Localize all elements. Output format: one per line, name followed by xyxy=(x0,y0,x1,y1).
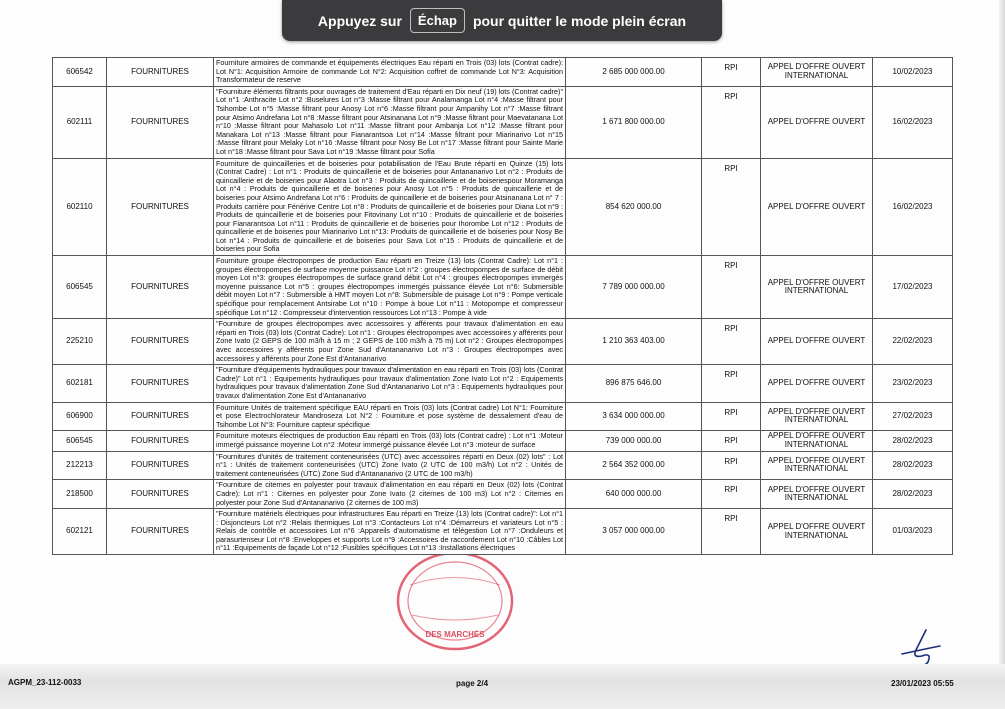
lot-id-cell: 606542 xyxy=(53,58,107,87)
lot-id-cell: 602110 xyxy=(53,158,107,256)
table-row xyxy=(53,509,953,555)
amount-cell: 896 875 646.00 xyxy=(566,365,702,402)
type-cell: FOURNITURES xyxy=(107,480,214,509)
description-cell: "Fournitures d'unités de traitement conteneurisées (UTC) avec accessoires réparti en Deux (02) lots" : Lot n°1 : Unités de traitement conteneurisées (UTC) Zone Ivato (2 UTC de 100 m3/h) Lot n°2 : Unités de traitement conteneurisées (UTC) Zone Sud d'Antananarivo (2 UTC de 100 m3/h) xyxy=(214,451,566,480)
amount-cell: 739 000 000.00 xyxy=(566,431,702,451)
date-cell: 10/02/2023 xyxy=(873,58,953,87)
date-cell: 28/02/2023 xyxy=(873,451,953,480)
date-cell: 22/02/2023 xyxy=(873,319,953,365)
type-cell: FOURNITURES xyxy=(107,431,214,451)
table-row xyxy=(53,58,953,87)
table-row xyxy=(53,402,953,431)
procedure-cell: APPEL D'OFFRE OUVERT xyxy=(761,158,873,256)
funding-mode-cell: RPI xyxy=(702,509,761,555)
procurement-table-body xyxy=(53,58,953,555)
footer-page-number: page 2/4 xyxy=(456,679,489,688)
lot-id-cell: 602111 xyxy=(53,86,107,158)
description-cell: Fourniture moteurs électriques de production Eau réparti en Trois (03) lots (Contrat cadre) : Lot n°1 :Moteur immergé puissance moyenne Lot n°2 :Moteur immergé puissance élevée Lot n°3 :moteur de surface xyxy=(214,431,566,451)
type-cell: FOURNITURES xyxy=(107,451,214,480)
funding-mode-cell: RPI xyxy=(702,319,761,365)
footer-reference: AGPM_23-112-0033 xyxy=(8,678,82,687)
amount-cell: 3 634 000 000.00 xyxy=(566,402,702,431)
table-row xyxy=(53,365,953,402)
description-cell: Fourniture Unités de traitement spécifique EAU réparti en Trois (03) lots (Contrat cadre) Lot N°1: Fourniture et pose Electrochlorateur Mandroseza Lot N°2 : Fourniture et pose système de dessalement d'eau de Tsihombe Lot N°3: Fourniture capteur spécifique xyxy=(214,402,566,431)
table-row xyxy=(53,256,953,319)
table-row xyxy=(53,319,953,365)
stamp-text: DES MARCHÉS xyxy=(425,630,485,639)
procedure-cell: APPEL D'OFFRE OUVERT xyxy=(761,319,873,365)
description-cell: "Fourniture matériels électriques pour infrastructures Eau réparti en Treize (13) lots (Contrat cadre)": Lot n°1 : Disjoncteurs Lot n°2 :Relais thermiques Lot n°3 :Contacteurs Lot n°4 :Démarreurs et variateurs Lot n°5 : Relais de contrôle et accessoires Lot n°6 :Appareils d'automatisme et télégestion Lot n°7 :Onduleurs et parasurtenseur Lot n°8 :Enveloppes et supports Lot n°9 :Accessoires de raccordement Lot n°10 :Câbles Lot n°11 :Equipements de façade Lot n°12 :Fusibles spécifiques Lot n°13 :Installations électriques xyxy=(214,509,566,555)
amount-cell: 1 210 363 403.00 xyxy=(566,319,702,365)
funding-mode-cell: RPI xyxy=(702,86,761,158)
funding-mode-cell: RPI xyxy=(702,451,761,480)
funding-mode-cell: RPI xyxy=(702,256,761,319)
procurement-table xyxy=(52,57,953,555)
footer-band xyxy=(0,664,1005,709)
date-cell: 16/02/2023 xyxy=(873,86,953,158)
description-cell: "Fourniture d'équipements hydrauliques pour travaux d'alimentation en eau réparti en Trois (03) lots (Contrat Cadre)" Lot n°1 : Equipements hydrauliques pour travaux d'alimentation Zone Ivato Lot n°2 : Equipements hydrauliques pour travaux d'alimentation Zone Sud d'Antananarivo Lot n°3 : Equipements hydrauliques pour travaux d'alimentation Zone Est d'Antananarivo xyxy=(214,365,566,402)
lot-id-cell: 606545 xyxy=(53,256,107,319)
funding-mode-cell: RPI xyxy=(702,431,761,451)
funding-mode-cell: RPI xyxy=(702,480,761,509)
date-cell: 28/02/2023 xyxy=(873,431,953,451)
lot-id-cell: 606900 xyxy=(53,402,107,431)
procedure-cell: APPEL D'OFFRE OUVERT xyxy=(761,365,873,402)
description-cell: "Fourniture de citernes en polyester pour travaux d'alimentation en eau réparti en Deux (02) lots (Contrat Cadre): Lot n°1 : Citernes en polyester pour Zone Ivato (2 citernes de 100 m3) Lot n°2 : Citernes en polyester pour Zone Sud d'Antananarivo (2 citernes de 100 m3) xyxy=(214,480,566,509)
procedure-cell: APPEL D'OFFRE OUVERT INTERNATIONAL xyxy=(761,509,873,555)
table-row xyxy=(53,480,953,509)
type-cell: FOURNITURES xyxy=(107,365,214,402)
funding-mode-cell: RPI xyxy=(702,402,761,431)
lot-id-cell: 602181 xyxy=(53,365,107,402)
type-cell: FOURNITURES xyxy=(107,402,214,431)
procedure-cell: APPEL D'OFFRE OUVERT INTERNATIONAL xyxy=(761,402,873,431)
lot-id-cell: 602121 xyxy=(53,509,107,555)
procedure-cell: APPEL D'OFFRE OUVERT INTERNATIONAL xyxy=(761,431,873,451)
procedure-cell: APPEL D'OFFRE OUVERT INTERNATIONAL xyxy=(761,58,873,87)
date-cell: 01/03/2023 xyxy=(873,509,953,555)
page-edge xyxy=(999,0,1005,709)
banner-text-after: pour quitter le mode plein écran xyxy=(472,12,687,29)
amount-cell: 3 057 000 000.00 xyxy=(566,509,702,555)
table-row xyxy=(53,158,953,256)
lot-id-cell: 212213 xyxy=(53,451,107,480)
type-cell: FOURNITURES xyxy=(107,158,214,256)
amount-cell: 854 620 000.00 xyxy=(566,158,702,256)
lot-id-cell: 606545 xyxy=(53,431,107,451)
funding-mode-cell: RPI xyxy=(702,158,761,256)
description-cell: Fourniture de quincailleries et de boiseries pour potabilisation de l'Eau Brute réparti en Quinze (15) lots (Contrat Cadre) : Lot n°1 : Produits de quincaillerie et de boiseries pour Antananarivo Lot n°2 : Produits de quincaillerie et de boiseries pour Alaotra Lot n°3 : Produits de quincaillerie et de boiseriespour Moramanga Lot n°4 : Produits de quincaillerie et de boiseries pour Anosy Lot n°5 : Produits de quincaillerie et de boiseries pour Atsimo Andrefana Lot n°6 : Produits de quincaillerie et de boiseries pour Atsinanana Lot n° 7 : Produits carrière pour Fénérive Centre Lot n°8 : Produits de quincaillerie et de boiseries pour Diana Lot n°9 : Produits de quincaillerie et de boiseries pour Fitovinany Lot n°10 : Produits de quincaillerie et de boiseries pour Fianarantsoa Lot n°11 : Produits de quincaillerie et de boiseries pour Ihorombe Lot n°12 : Produits de quincaillerie et de boiseries pour Miarinarivo Lot n°13: Produits de quincaillerie et de boiseries pour Nosy Be Lot n°14 : Produits de quincaillerie et de boiseries pour Sava Lot n°15 : Produits de quincaillerie et de boiseries pour Sofia xyxy=(214,158,566,256)
escape-key-badge[interactable]: Échap xyxy=(410,8,465,33)
funding-mode-cell: RPI xyxy=(702,58,761,87)
table-row xyxy=(53,431,953,451)
description-cell: Fourniture armoires de commande et équipements électriques Eau réparti en Trois (03) lots (Contrat cadre): Lot N°1: Acquisition Armoire de commande Lot N°2: Acquisition coffret de commande Lot N°3: Acquisition Transformateur de reserve xyxy=(214,58,566,87)
table-row xyxy=(53,451,953,480)
procedure-cell: APPEL D'OFFRE OUVERT xyxy=(761,86,873,158)
procedure-cell: APPEL D'OFFRE OUVERT INTERNATIONAL xyxy=(761,451,873,480)
procedure-cell: APPEL D'OFFRE OUVERT INTERNATIONAL xyxy=(761,256,873,319)
amount-cell: 2 564 352 000.00 xyxy=(566,451,702,480)
date-cell: 28/02/2023 xyxy=(873,480,953,509)
procedure-cell: APPEL D'OFFRE OUVERT INTERNATIONAL xyxy=(761,480,873,509)
type-cell: FOURNITURES xyxy=(107,256,214,319)
date-cell: 27/02/2023 xyxy=(873,402,953,431)
amount-cell: 7 789 000 000.00 xyxy=(566,256,702,319)
type-cell: FOURNITURES xyxy=(107,58,214,87)
banner-text-before: Appuyez sur xyxy=(317,12,402,29)
description-cell: "Fourniture de groupes électropompes avec accessoires y afférents pour travaux d'alimentation en eau réparti en Trois (03) lots (Contrat Cadre): Lot n°1 : Groupes électropompes avec accessoires y afférents pour Zone Ivato (2 GEPS de 100 m3/h à 15 m ; 2 GEPS de 100 m3/h à 75 m) Lot n°2 : Groupes électropompes avec accessoires y afférents pour Zone Sud d'Antananarivo Lot n°3 : Groupes électropompes avec accessoires y afférents pour Zone Est d'Antananarivo xyxy=(214,319,566,365)
footer-timestamp: 23/01/2023 05:55 xyxy=(891,679,954,688)
type-cell: FOURNITURES xyxy=(107,86,214,158)
amount-cell: 1 671 800 000.00 xyxy=(566,86,702,158)
type-cell: FOURNITURES xyxy=(107,319,214,365)
type-cell: FOURNITURES xyxy=(107,509,214,555)
description-cell: "Fourniture éléments filtrants pour ouvrages de traitement d'Eau réparti en Dix neuf (19) lots (Contrat cadre)" Lot n°1 :Anthracite Lot n°2 :Buselures Lot n°3 :Masse filtrant pour Analamanga Lot n°4 :Masse filtrant pour Tsihombe Lot n°5 :Masse filtrant pour Anosy Lot n°6 :Masse filtrant pour Ampanihy Lot n°7 :Masse filtrant pour Atsimo Andrefana Lot n°8 :Masse filtrant pour Atsinanana Lot n°9 :Masse filtrant pour Maevatanana Lot n°10 :Masse filtrant pour Mahasolo Lot n°11 :Masse filtrant pour Ambanja Lot n°12 :Masse filtrant pour Manakara Lot n°13 :Masse filtrant pour Fianarantsoa Lot n°14 :Masse filtrant pour Miarinarivo Lot n°15 :Masse filtrant pour Melaky Lot n°16 :Masse filtrant pour Nosy Be Lot n°17 :Masse filtrant pour Sainte Marie Lot n°18 :Masse filtrant pour Sava Lot n°19 :Masse filtrant pour Sofia xyxy=(214,86,566,158)
date-cell: 17/02/2023 xyxy=(873,256,953,319)
amount-cell: 640 000 000.00 xyxy=(566,480,702,509)
lot-id-cell: 218500 xyxy=(53,480,107,509)
description-cell: Fourniture groupe électropompes de production Eau réparti en Treize (13) lots (Contrat Cadre): Lot n°1 : groupes électropompes de surface moyenne puissance Lot n°2 : groupes électropompes de surface de débit moyen Lot n°3: groupes électropompes de surface grand débit Lot n°4 : groupes électropompes immergés moyenne puissance Lot n°5 : groupes électropompes immergés puissance élevée Lot n°6: Submersible débit moyen Lot n°7 : Submersible à HMT moyen Lot n°8: Submersible de puisage Lot n°9 : Pompe verticale spécifique pour remplacement Antsirabe Lot n°10 : Pompe à boue Lot n°11 : Motopompe et compresseur spécifique Lot n°12 : Compresseur d'intervention ressources Lot n°13 : Pompe à vide xyxy=(214,256,566,319)
lot-id-cell: 225210 xyxy=(53,319,107,365)
funding-mode-cell: RPI xyxy=(702,365,761,402)
fullscreen-exit-banner xyxy=(282,0,722,41)
date-cell: 16/02/2023 xyxy=(873,158,953,256)
table-row xyxy=(53,86,953,158)
amount-cell: 2 685 000 000.00 xyxy=(566,58,702,87)
date-cell: 23/02/2023 xyxy=(873,365,953,402)
